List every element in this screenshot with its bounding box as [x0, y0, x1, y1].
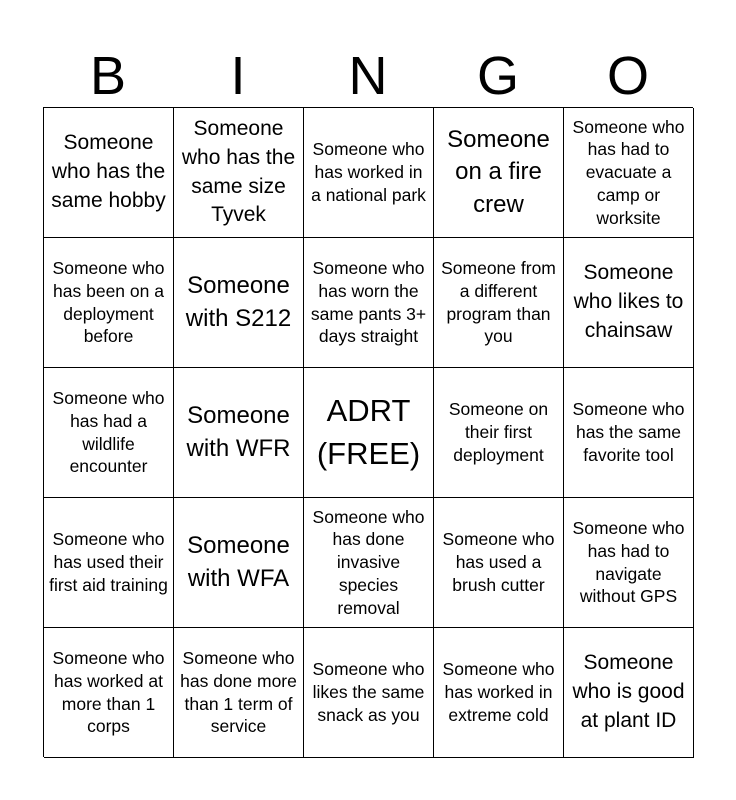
- cell-text: Someone who is good at plant ID: [572, 651, 685, 732]
- bingo-cell[interactable]: [564, 238, 694, 368]
- header-letter-o: O: [606, 46, 649, 106]
- cell-text: Someone on their first deployment: [448, 399, 549, 465]
- cell-text: Someone who has done invasive species removal: [312, 506, 425, 618]
- header-letter-g: G: [476, 46, 519, 106]
- bingo-cell[interactable]: [434, 368, 564, 498]
- bingo-cell[interactable]: [174, 238, 304, 368]
- cell-text: Someone who has worn the same pants 3+ days straight: [310, 258, 427, 347]
- bingo-cell[interactable]: [564, 628, 694, 758]
- bingo-cell[interactable]: [564, 368, 694, 498]
- bingo-cell[interactable]: [434, 108, 564, 238]
- bingo-cell[interactable]: [44, 628, 174, 758]
- cell-text: Someone who has had to evacuate a camp or worksite: [572, 116, 685, 228]
- cell-text: Someone on a fire crew: [447, 125, 550, 218]
- bingo-cell[interactable]: [304, 628, 434, 758]
- cell-text: Someone who has worked in extreme cold: [442, 659, 555, 725]
- bingo-cell[interactable]: [304, 498, 434, 628]
- cell-text: Someone who has the same hobby: [51, 131, 166, 212]
- cell-text: Someone with WFA: [187, 532, 290, 592]
- bingo-cell[interactable]: [44, 108, 174, 238]
- cell-text: Someone who has used a brush cutter: [442, 529, 555, 595]
- bingo-cell[interactable]: [174, 628, 304, 758]
- bingo-cell[interactable]: [564, 498, 694, 628]
- cell-text: Someone with S212: [185, 272, 292, 332]
- cell-text: Someone who has had to navigate without GPS: [572, 518, 685, 607]
- header-letter-n: N: [348, 46, 388, 106]
- bingo-cell[interactable]: [564, 108, 694, 238]
- cell-text: Someone who has done more than 1 term of service: [180, 648, 297, 737]
- header-letter-b: B: [89, 46, 127, 106]
- cell-text: Someone who has the same favorite tool: [572, 399, 685, 465]
- cell-text: Someone who likes the same snack as you: [312, 659, 425, 725]
- bingo-cell[interactable]: [44, 238, 174, 368]
- cell-text: Someone who has had a wildlife encounter: [52, 388, 165, 477]
- cell-text: Someone from a different program than you: [441, 258, 556, 347]
- bingo-cell[interactable]: [434, 238, 564, 368]
- bingo-cell[interactable]: [434, 498, 564, 628]
- header-letter-i: I: [230, 46, 246, 106]
- bingo-cell[interactable]: [174, 108, 304, 238]
- cell-text: Someone who has been on a deployment before: [52, 258, 165, 347]
- cell-text: Someone who likes to chainsaw: [573, 261, 684, 342]
- bingo-cell[interactable]: [304, 238, 434, 368]
- bingo-cell[interactable]: [304, 108, 434, 238]
- free-space-cell[interactable]: [304, 368, 434, 498]
- bingo-cell[interactable]: [174, 368, 304, 498]
- cell-text: Someone with WFR: [186, 402, 291, 462]
- bingo-cell[interactable]: [434, 628, 564, 758]
- bingo-cell[interactable]: [44, 368, 174, 498]
- cell-text: Someone who has worked at more than 1 corps: [52, 648, 165, 737]
- cell-text: ADRT (FREE): [316, 393, 421, 471]
- cell-text: Someone who has used their first aid training: [49, 529, 168, 595]
- bingo-cell[interactable]: [174, 498, 304, 628]
- bingo-board: [43, 107, 693, 757]
- cell-text: Someone who has worked in a national park: [311, 139, 426, 205]
- cell-text: Someone who has the same size Tyvek: [181, 116, 296, 227]
- bingo-header: [43, 40, 693, 108]
- bingo-cell[interactable]: [44, 498, 174, 628]
